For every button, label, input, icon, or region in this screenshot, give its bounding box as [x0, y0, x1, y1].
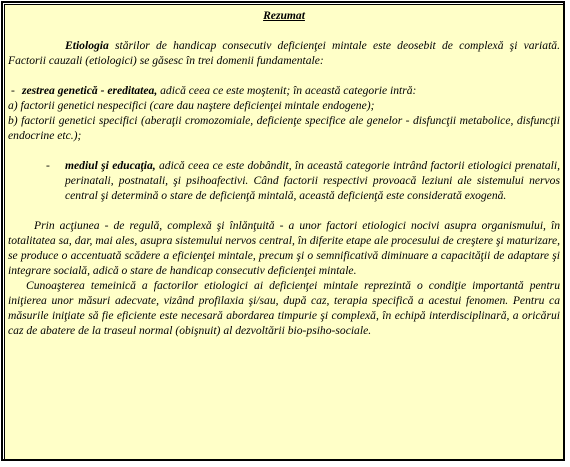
- genetic-item-a: a) factorii genetici nespecifici (care dau naştere deficienţei mintale endogene);: [8, 99, 375, 112]
- genetic-dash: -: [11, 84, 15, 97]
- genetic-body: [16, 83, 560, 98]
- environment-body: [65, 158, 560, 203]
- environment-text: adică ceea ce este dobândit, în această categorie intrând factorii etiologici prenatali, perinatali, postnatali, şi psihoafectivi. Când factorii respectivi provoacă leziuni ale sistemului nervos central şi determină o stare de deficienţă mintală, această deficienţă este considerată exogenă.: [65, 159, 560, 202]
- environment-term: mediul şi educaţia,: [65, 159, 156, 172]
- spacer: [8, 68, 560, 83]
- genetic-bullet: [8, 83, 560, 98]
- knowledge-paragraph: Cunoaşterea temeinică a factorilor etiologici ai deficienţei mintale reprezintă o condiţie importantă pentru iniţierea unor măsuri adecvate, vizând profilaxia şi/sau, după caz, terapia specifică a acestui fenomen. Pentru ca măsurile iniţiate să fie eficiente este necesară abordarea timpurie şi complexă, în echipă interdisciplinară, a oricărui caz de abatere de la traseul normal (obişnuit) al dezvoltării bio-psiho-sociale.: [8, 279, 560, 337]
- environment-dash: -: [46, 159, 50, 172]
- environment-paragraph: [65, 158, 560, 203]
- environment-bullet: [8, 158, 560, 203]
- action-paragraph: Prin acţiunea - de regulă, complexă şi înlănţuită - a unor factori etiologici nocivi asupra organismului, în totalitatea sa, dar, mai ales, asupra sistemului nervos central, în diferite etape ale procesului de creştere şi maturizare, se produce o accentuată scădere a eficienţei mintale, precum şi o semnificativă diminuare a capacităţii de adaptare şi integrare socială, adică o stare de handicap consecutiv deficienţei mintale.: [8, 219, 560, 277]
- spacer: [8, 203, 560, 218]
- summary-box: [4, 4, 564, 460]
- genetic-lead: [16, 83, 560, 98]
- intro-term: Etiologia: [65, 39, 109, 52]
- genetic-term: zestrea genetică - ereditatea,: [22, 84, 158, 97]
- intro-paragraph: [8, 38, 560, 68]
- summary-title: Rezumat: [263, 9, 305, 22]
- genetic-item-b: b) factorii genetici specifici (aberaţii cromozomiale, deficienţe specifice ale genelor - disfuncţii metabolice, disfuncţii endocrine etc.);: [8, 114, 560, 142]
- genetic-text: adică ceea ce este moştenit; în această categorie intră:: [157, 84, 417, 97]
- intro-text: stărilor de handicap consecutiv deficienţei mintale este deosebit de complexă şi variată. Factorii cauzali (etiologici) se găsesc în trei domenii fundamentale:: [8, 39, 560, 67]
- spacer: [8, 143, 560, 158]
- summary-content: [8, 8, 560, 338]
